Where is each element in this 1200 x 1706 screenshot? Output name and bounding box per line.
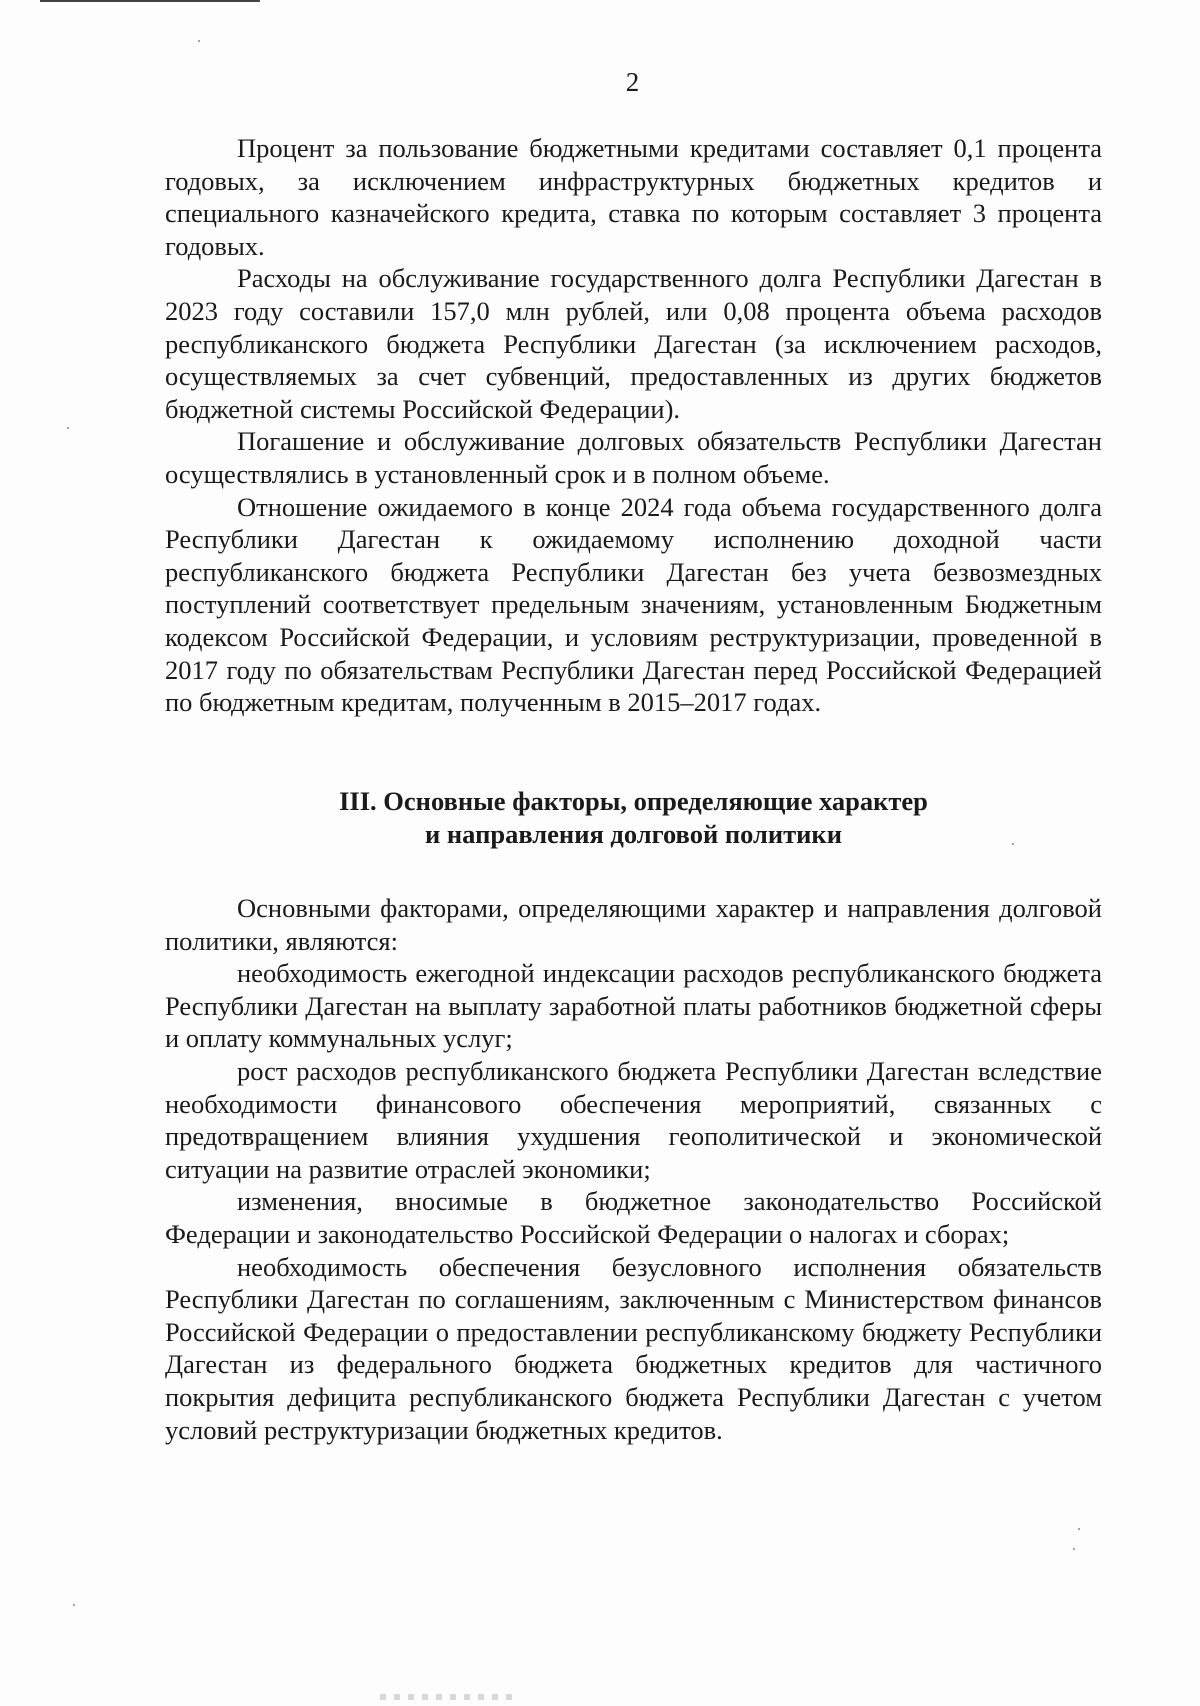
section-heading-line: и направления долговой политики bbox=[425, 819, 842, 849]
scan-speck bbox=[1073, 1548, 1075, 1550]
scan-speck bbox=[1078, 1528, 1080, 1530]
list-item: необходимость обеспечения безусловного исполнения обязательств Республики Дагестан по соглашениям, заключенным с Министерством финансов Российской Федерации о предоставлении республиканскому бюджету Республики Дагестан из федерального бюджета бюджетных кредитов для частичного покрытия дефицита республиканского бюджета Республики Дагестан с учетом условий реструктуризации бюджетных кредитов. bbox=[165, 1251, 1102, 1445]
section-heading-line: III. Основные факторы, определяющие характер bbox=[339, 786, 928, 816]
section-heading bbox=[165, 785, 1102, 851]
scan-artifact bbox=[380, 1694, 520, 1700]
body-text-after-section bbox=[165, 892, 1102, 1446]
list-item: рост расходов республиканского бюджета Республики Дагестан вследствие необходимости финансового обеспечения мероприятий, связанных с предотвращением влияния ухудшения геополитической и экономической ситуации на развитие отраслей экономики; bbox=[165, 1055, 1102, 1184]
paragraph: Процент за пользование бюджетными кредитами составляет 0,1 процента годовых, за исключением инфраструктурных бюджетных кредитов и специального казначейского кредита, ставка по которым составляет 3 процента годовых. bbox=[165, 133, 1102, 261]
list-item: изменения, вносимые в бюджетное законодательство Российской Федерации и законодательство Российской Федерации о налогах и сборах; bbox=[165, 1186, 1102, 1249]
list-item: необходимость ежегодной индексации расходов республиканского бюджета Республики Дагестан на выплату заработной платы работников бюджетной сферы и оплату коммунальных услуг; bbox=[165, 958, 1102, 1054]
paragraph: Отношение ожидаемого в конце 2024 года объема государственного долга Республики Дагестан к ожидаемому исполнению доходной части республиканского бюджета Республики Дагестан без учета безвозмездных поступлений соответствует предельным значениям, установленным Бюджетным кодексом Российской Федерации, и условиям реструктуризации, проведенной в 2017 году по обязательствам Республики Дагестан перед Российской Федерацией по бюджетным кредитам, полученным в 2015–2017 годах. bbox=[165, 491, 1102, 718]
paragraph: Расходы на обслуживание государственного долга Республики Дагестан в 2023 году составили 157,0 млн рублей, или 0,08 процента объема расходов республиканского бюджета Республики Дагестан (за исключением расходов, осуществляемых за счет субвенций, предоставленных из других бюджетов бюджетной системы Российской Федерации). bbox=[165, 263, 1102, 424]
scan-speck bbox=[73, 1604, 75, 1606]
page-number: 2 bbox=[625, 67, 640, 97]
scan-speck bbox=[67, 427, 69, 429]
scan-speck bbox=[198, 40, 200, 42]
paragraph: Погашение и обслуживание долговых обязательств Республики Дагестан осуществлялись в установленный срок и в полном объеме. bbox=[165, 426, 1102, 489]
body-text-before-section bbox=[165, 132, 1102, 719]
scan-edge-line bbox=[40, 0, 260, 2]
paragraph: Основными факторами, определяющими характер и направления долговой политики, являются: bbox=[165, 893, 1102, 956]
